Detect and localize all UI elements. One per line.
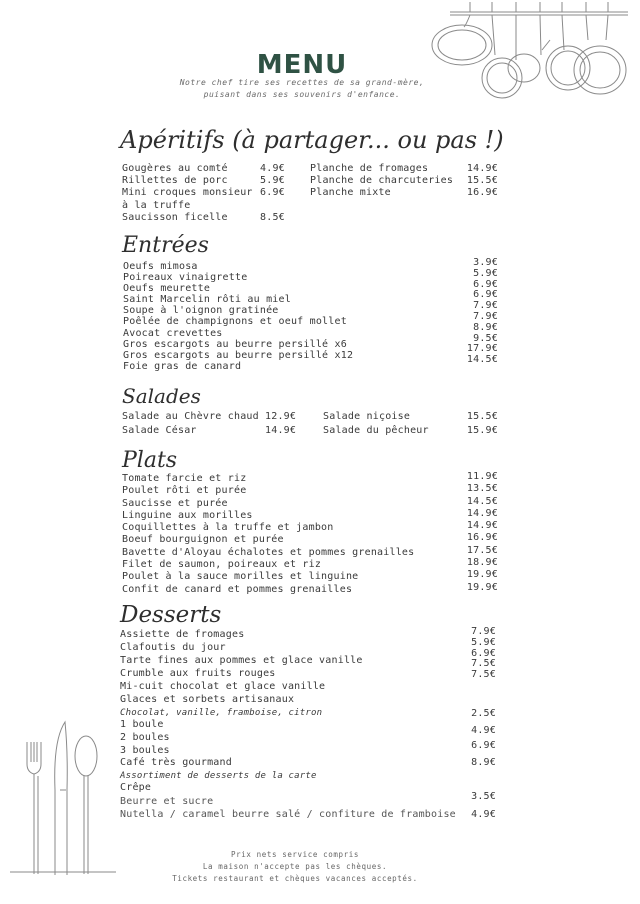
menu-item: Tomate farcie et riz <box>122 473 247 484</box>
menu-price: 6.9€ <box>260 187 285 199</box>
menu-price <box>260 200 285 212</box>
menu-item: Salade César <box>122 425 197 436</box>
menu-price: 18.9€ <box>466 557 498 569</box>
page-title: MENU <box>256 50 348 80</box>
footer-line: La maison n'accepte pas les chèques. <box>202 862 388 871</box>
menu-price: 19.9€ <box>466 581 498 593</box>
menu-price: 7.9€ <box>473 300 498 312</box>
menu-item: Coquillettes à la truffe et jambon <box>122 522 334 534</box>
menu-item: 1 boule <box>120 719 164 730</box>
menu-item: Gros escargots au beurre persillé x12 <box>123 349 354 361</box>
crepe-option: Beurre et sucre <box>120 796 214 807</box>
menu-price: 6.9€ <box>473 278 498 290</box>
menu-price: 14.9€ <box>265 425 297 436</box>
menu-price: 9.5€ <box>473 332 498 344</box>
subtitle-line: Notre chef tire ses recettes de sa grand-mère, <box>179 78 425 87</box>
menu-item: Rillettes de porc <box>122 175 228 187</box>
menu-price: 12.9€ <box>265 411 297 422</box>
boules-price-3: 6.9€ <box>471 740 496 751</box>
menu-item: Crumble aux fruits rouges <box>120 667 276 679</box>
menu-price: 8.9€ <box>473 321 498 333</box>
menu-price: 14.5€ <box>466 354 498 366</box>
section-heading-plats: Plats <box>122 448 178 473</box>
aperitifs-left-names <box>122 163 253 224</box>
menu-item: Gougères au comté <box>122 163 228 174</box>
menu-item: Planche mixte <box>310 187 391 199</box>
menu-price: 19.9€ <box>466 569 498 581</box>
section-heading-entrees: Entrées <box>122 233 209 258</box>
menu-price: 7.9€ <box>471 626 496 637</box>
menu-item: Saucisson ficelle <box>122 211 228 223</box>
menu-item: Salade au Chèvre chaud <box>122 411 259 422</box>
crepe-title: Crêpe <box>120 782 152 793</box>
menu-price: 17.5€ <box>466 544 498 556</box>
menu-price: 6.9€ <box>471 647 496 659</box>
salades-right-prices <box>446 410 498 438</box>
menu-item: Boeuf bourguignon et purée <box>122 534 284 546</box>
menu-price: 16.9€ <box>466 187 498 199</box>
cafe-gourmand: Café très gourmand <box>120 757 232 768</box>
menu-price: 11.9€ <box>466 471 498 482</box>
aperitifs-left-prices <box>260 163 285 224</box>
salades-right-names <box>323 410 429 438</box>
page-subtitle <box>0 77 604 101</box>
entrees-names <box>123 261 353 372</box>
menu-item: Linguine aux morilles <box>122 509 253 521</box>
menu-price: 5.9€ <box>260 175 285 187</box>
footer-line: Tickets restaurant et chèques vacances acceptés. <box>172 874 418 883</box>
menu-price: 17.9€ <box>466 343 498 355</box>
menu-price: 14.5€ <box>466 495 498 507</box>
menu-price: 6.9€ <box>473 289 498 301</box>
footer <box>0 849 590 885</box>
menu-item: Saucisse et purée <box>122 497 228 509</box>
menu-item: Oeufs mimosa <box>123 261 198 272</box>
glaces-flavours: Chocolat, vanille, framboise, citron <box>120 708 323 718</box>
menu-item: Soupe à l'oignon gratinée <box>123 305 279 317</box>
section-heading-desserts: Desserts <box>120 602 222 628</box>
menu-item: Mini croques monsieur <box>122 187 253 199</box>
aperitifs-right-prices <box>446 163 498 200</box>
menu-price: 5.9€ <box>473 267 498 279</box>
menu-item: Tarte fines aux pommes et glace vanille <box>120 654 363 666</box>
menu-item: 2 boules <box>120 731 170 743</box>
menu-price: 13.5€ <box>466 483 498 495</box>
menu-price: 15.5€ <box>466 411 498 422</box>
menu-item: Poulet à la sauce morilles et linguine <box>122 571 359 583</box>
desserts-prices <box>446 627 496 681</box>
aperitifs-right-names <box>310 163 453 200</box>
menu-item: Planche de fromages <box>310 163 429 174</box>
crepe-option-price: 3.5€ <box>471 791 496 802</box>
menu-price: 7.5€ <box>471 658 496 670</box>
menu-price: 3.9€ <box>473 257 498 268</box>
menu-item: Assiette de fromages <box>120 629 245 640</box>
menu-price: 15.5€ <box>466 175 498 187</box>
menu-price: 8.5€ <box>260 211 285 223</box>
menu-price: 14.9€ <box>466 507 498 519</box>
menu-item: Planche de charcuteries <box>310 175 454 187</box>
menu-item: Confit de canard et pommes grenailles <box>122 583 353 595</box>
subtitle-line: puisant dans ses souvenirs d'enfance. <box>203 90 401 99</box>
boules-price-1: 4.9€ <box>471 725 496 736</box>
menu-price: 14.9€ <box>466 163 498 174</box>
menu-item: Saint Marcelin rôti au miel <box>123 294 291 306</box>
crepe-option: Nutella / caramel beurre salé / confiture de framboise <box>120 809 456 820</box>
boules-names <box>120 719 170 758</box>
menu-item: Clafoutis du jour <box>120 641 226 653</box>
menu-item: Mi-cuit chocolat et glace vanille <box>120 680 326 692</box>
footer-line: Prix nets service compris <box>231 850 359 859</box>
menu-price: 7.5€ <box>471 669 496 681</box>
menu-price: 15.9€ <box>466 425 498 436</box>
entrees-prices <box>446 258 498 366</box>
salades-left-prices <box>265 410 296 438</box>
desserts-names <box>120 629 363 706</box>
menu-item: Foie gras de canard <box>123 360 242 372</box>
menu-item: Poireaux vinaigrette <box>123 272 248 284</box>
plats-names <box>122 473 414 596</box>
menu-item: Avocat crevettes <box>123 327 223 339</box>
salades-left-names <box>122 410 259 438</box>
menu-item: 3 boules <box>120 744 170 756</box>
menu-item: Salade du pêcheur <box>323 425 429 436</box>
section-heading-salades: Salades <box>122 384 201 408</box>
menu-item: Salade niçoise <box>323 411 411 422</box>
section-heading-aperitifs: Apéritifs (à partager... ou pas !) <box>120 126 504 154</box>
plats-prices <box>446 471 498 594</box>
menu-item: Gros escargots au beurre persillé x6 <box>123 338 347 350</box>
menu-price: 5.9€ <box>471 636 496 648</box>
cafe-gourmand-price: 8.9€ <box>471 757 496 768</box>
menu-item: à la truffe <box>122 199 191 211</box>
menu-item: Poulet rôti et purée <box>122 485 247 497</box>
menu-item: Oeufs meurette <box>123 283 211 295</box>
assortiment-note: Assortiment de desserts de la carte <box>120 771 317 781</box>
crepe-option-price: 4.9€ <box>471 809 496 820</box>
menu-item: Filet de saumon, poireaux et riz <box>122 559 322 571</box>
menu-item: Bavette d'Aloyau échalotes et pommes grenailles <box>122 546 415 558</box>
menu-price: 4.9€ <box>260 163 285 174</box>
menu-item: Glaces et sorbets artisanaux <box>120 693 295 705</box>
menu-item: Poêlée de champignons et oeuf mollet <box>123 316 347 328</box>
menu-price: 16.9€ <box>466 532 498 544</box>
glaces-flavours-price: 2.5€ <box>471 708 496 719</box>
menu-price: 7.9€ <box>473 310 498 322</box>
menu-price: 14.9€ <box>466 520 498 532</box>
